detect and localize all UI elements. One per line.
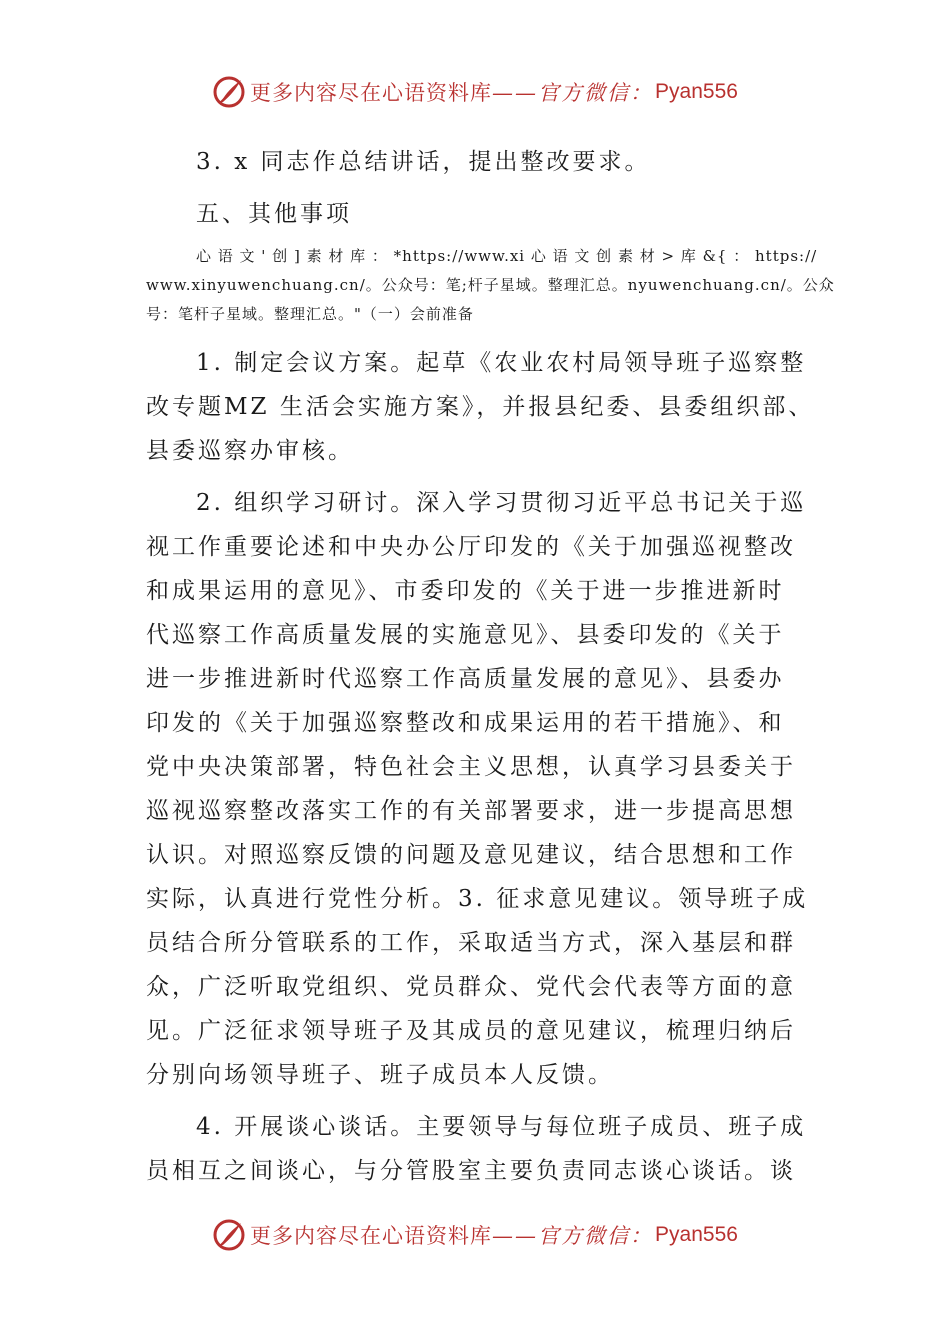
paragraph-line: 员相互之间谈心，与分管股室主要负责同志谈心谈话。谈 [146,1158,796,1184]
paragraph-line: 分别向场领导班子、班子成员本人反馈。 [146,1062,614,1088]
paragraph-2 [146,481,809,1097]
paragraph-line: 1. 制定会议方案。起草《农业农村局领导班子巡察整 [196,350,807,376]
section-five-heading: 五、其他事项 [196,201,352,227]
paragraph-line: 实际，认真进行党性分析。3. 征求意见建议。领导班子成 [146,886,809,912]
banner-title: 更多内容尽在心语资料库 [250,81,493,105]
footer-banner [0,1213,950,1257]
paragraph-line: 众，广泛听取党组织、党员群众、党代会代表等方面的意 [146,974,796,1000]
banner-wechat-id: Pyan556 [655,80,738,103]
header-banner [0,70,950,114]
quill-logo-icon [212,75,246,109]
quill-logo-icon [212,1218,246,1252]
paragraph-line: 进一步推进新时代巡察工作高质量发展的意见》、县委办 [146,666,785,692]
paragraph-line: 见。广泛征求领导班子及其成员的意见建议，梳理归纳后 [146,1018,796,1044]
noise-line: 号：笔杆子星域。整理汇总。"（一）会前准备 [146,305,474,323]
paragraph-4 [146,1105,806,1193]
paragraph-line: 视工作重要论述和中央办公厅印发的《关于加强巡视整改 [146,534,796,560]
noise-line: www.xinyuwenchuang.cn/。公众号：笔;杆子星域。整理汇总。nyuwenchuang.cn/。公众 [146,276,835,294]
banner-wechat-id: Pyan556 [655,1223,738,1246]
item-3-line: 3. x 同志作总结讲话，提出整改要求。 [196,149,651,175]
paragraph-line: 改专题MZ 生活会实施方案》，并报县纪委、县委组织部、 [146,394,815,420]
document-body [146,140,835,1193]
paragraph-line: 4. 开展谈心谈话。主要领导与每位班子成员、班子成 [196,1114,807,1140]
noise-line: 心 语 文 ' 创 ] 素 材 库 ： *https://www.xi 心 语 文 创 素 材 > 库 &{ ： https:// [196,247,818,265]
paragraph-line: 党中央决策部署，特色社会主义思想，认真学习县委关于 [146,754,796,780]
paragraph-line: 员结合所分管联系的工作，采取适当方式，深入基层和群 [146,930,796,956]
paragraph-line: 印发的《关于加强巡察整改和成果运用的若干措施》、和 [146,710,785,736]
paragraph-line: 巡视巡察整改落实工作的有关部署要求，进一步提高思想 [146,798,796,824]
banner-wechat-label: ——官方微信： [492,81,654,105]
paragraph-line: 和成果运用的意见》、市委印发的《关于进一步推进新时 [146,578,785,604]
paragraph-line: 县委巡察办审核。 [146,438,354,464]
banner-wechat-label: ——官方微信： [492,1224,654,1248]
paragraph-line: 认识。对照巡察反馈的问题及意见建议，结合思想和工作 [146,842,796,868]
paragraph-1 [146,341,815,473]
watermark-noise-block [146,242,835,329]
paragraph-line: 代巡察工作高质量发展的实施意见》、县委印发的《关于 [146,622,785,648]
paragraph-line: 2. 组织学习研讨。深入学习贯彻习近平总书记关于巡 [196,490,807,516]
banner-title: 更多内容尽在心语资料库 [250,1224,493,1248]
